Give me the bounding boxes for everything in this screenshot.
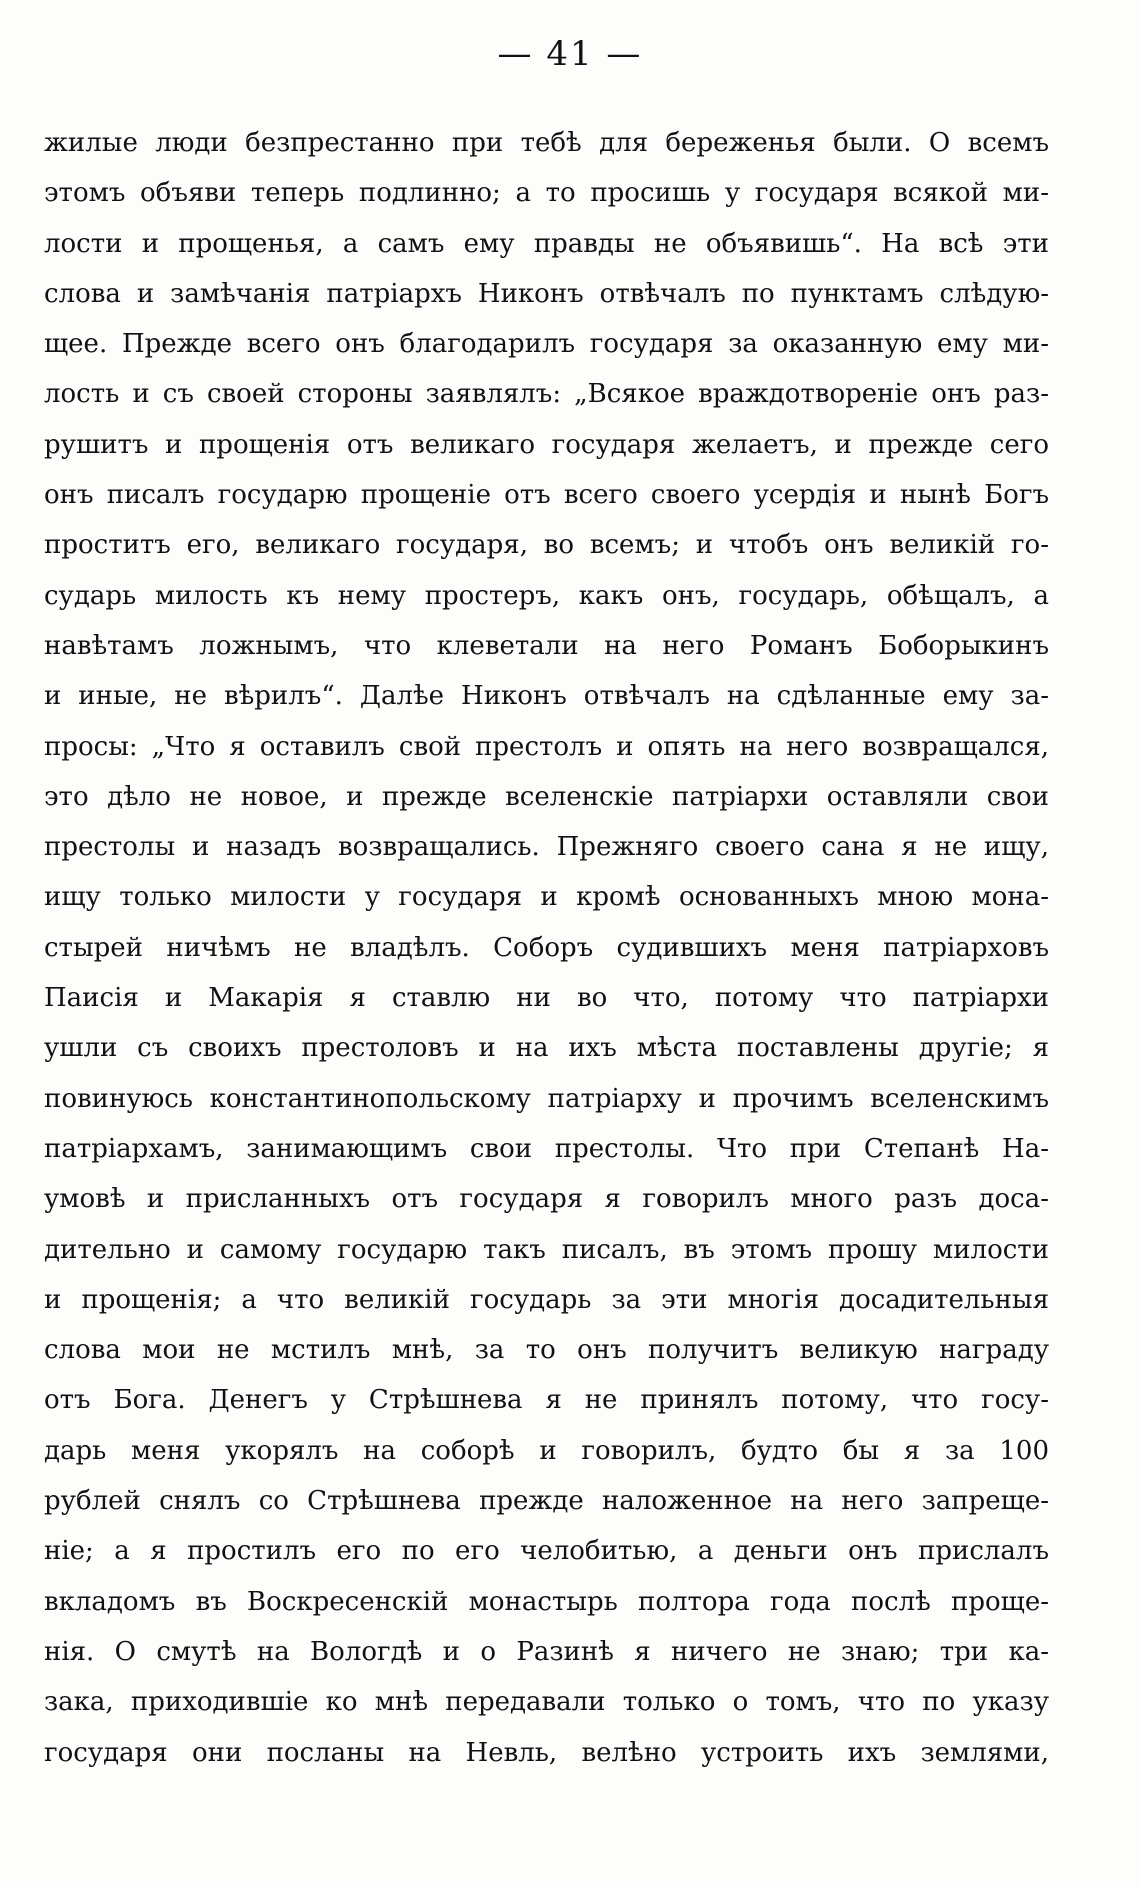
text-line: и иные, не вѣрилъ“. Далѣе Никонъ отвѣчалъ на сдѣланные ему за- — [44, 681, 1049, 712]
text-line: государя они посланы на Невль, велѣно устроить ихъ землями, — [44, 1737, 1049, 1768]
text-line: сударь милость къ нему простеръ, какъ онъ, государь, обѣщалъ, а — [44, 580, 1049, 611]
text-line: ніе; а я простилъ его по его челобитью, а деньги онъ прислалъ — [44, 1536, 1049, 1567]
text-line: нія. О смутѣ на Вологдѣ и о Разинѣ я ничего не знаю; три ка- — [44, 1636, 1049, 1667]
text-line: онъ писалъ государю прощеніе отъ всего своего усердія и нынѣ Богъ — [44, 480, 1049, 511]
text-line: Паисія и Макарія я ставлю ни во что, потому что патріархи — [44, 983, 1049, 1014]
text-line: рублей снялъ со Стрѣшнева прежде наложенное на него запреще- — [44, 1486, 1049, 1517]
text-line: этомъ объяви теперь подлинно; а то просишь у государя всякой ми- — [44, 178, 1049, 209]
text-line: зака, приходившіе ко мнѣ передавали только о томъ, что по указу — [44, 1687, 1049, 1718]
text-line: вкладомъ въ Воскресенскій монастырь полтора года послѣ проще- — [44, 1586, 1049, 1617]
text-line: лости и прощенья, а самъ ему правды не объявишь“. На всѣ эти — [44, 228, 1049, 259]
text-line: повинуюсь константинопольскому патріарху и прочимъ вселенскимъ — [44, 1083, 1049, 1114]
text-line: умовѣ и присланныхъ отъ государя я говорилъ много разъ доса- — [44, 1184, 1049, 1215]
page-number: — 41 — — [497, 34, 643, 74]
text-line: патріархамъ, занимающимъ свои престолы. Что при Степанѣ На- — [44, 1133, 1049, 1164]
page-body-text — [44, 118, 1049, 1778]
text-line: и прощенія; а что великій государь за эти многія досадительныя — [44, 1284, 1049, 1315]
text-line: навѣтамъ ложнымъ, что клеветали на него Романъ Боборыкинъ — [44, 630, 1049, 661]
text-line: жилые люди безпрестанно при тебѣ для береженья были. О всемъ — [44, 128, 1049, 158]
text-line: отъ Бога. Денегъ у Стрѣшнева я не принялъ потому, что госу- — [44, 1385, 1049, 1416]
text-line: щее. Прежде всего онъ благодарилъ государя за оказанную ему ми- — [44, 329, 1049, 360]
text-line: ищу только милости у государя и кромѣ основанныхъ мною мона- — [44, 882, 1049, 913]
text-line: рушитъ и прощенія отъ великаго государя желаетъ, и прежде сего — [44, 429, 1049, 460]
text-line: дительно и самому государю такъ писалъ, въ этомъ прошу милости — [44, 1234, 1049, 1265]
text-line: престолы и назадъ возвращались. Прежняго своего сана я не ищу, — [44, 832, 1049, 863]
text-line: это дѣло не новое, и прежде вселенскіе патріархи оставляли свои — [44, 781, 1049, 812]
text-line: слова мои не мстилъ мнѣ, за то онъ получитъ великую награду — [44, 1335, 1049, 1366]
text-line: лость и съ своей стороны заявлялъ: „Всякое враждотвореніе онъ раз- — [44, 379, 1049, 410]
text-line: стырей ничѣмъ не владѣлъ. Соборъ судившихъ меня патріарховъ — [44, 932, 1049, 963]
text-line: дарь меня укорялъ на соборѣ и говорилъ, будто бы я за 100 — [44, 1435, 1049, 1466]
text-line: ушли съ своихъ престоловъ и на ихъ мѣста поставлены другіе; я — [44, 1033, 1049, 1064]
text-line: проститъ его, великаго государя, во всемъ; и чтобъ онъ великій го- — [44, 530, 1049, 561]
text-line: слова и замѣчанія патріархъ Никонъ отвѣчалъ по пунктамъ слѣдую- — [44, 278, 1049, 309]
text-line: просы: „Что я оставилъ свой престолъ и опять на него возвращался, — [44, 731, 1049, 762]
